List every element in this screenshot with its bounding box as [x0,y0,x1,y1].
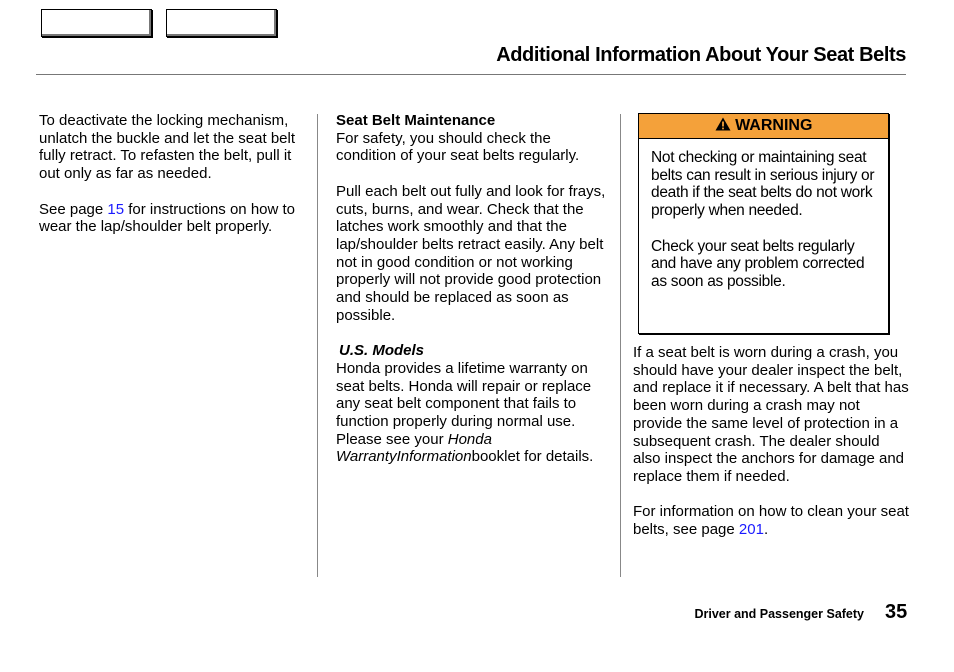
column-divider-1 [317,114,318,577]
column-1 [39,112,303,236]
warning-label: WARNING [735,117,813,134]
maintenance-intro-paragraph: For safety, you should check the condition of your seat belts regularly. [336,129,580,165]
warning-header [639,114,888,139]
warning-triangle-icon [715,117,731,131]
header-rule [36,74,906,75]
column-3 [633,344,909,539]
page-title: Additional Information About Your Seat Belts [496,44,906,66]
warning-box [638,113,889,334]
page-15-link[interactable]: 15 [107,200,125,218]
maintenance-heading: Seat Belt Maintenance [336,112,496,129]
crash-inspection-paragraph: If a seat belt is worn during a crash, you should have your dealer inspect the belt, and replace it if necessary. A belt that has been worn during a crash may not provide the same level of protection in a subsequent crash. The dealer should also inspect the anchors for damage and replace them if needed. [633,344,909,485]
warranty-paragraph: Honda provides a lifetime warranty on seat belts. Honda will repair or replace any seat belt component that fails to function properly during normal use. Please see your Honda WarrantyInformationbooklet for details. [336,359,594,466]
column-2 [336,112,614,466]
warranty-booklet-title: Honda WarrantyInformation [336,430,492,466]
inspection-paragraph: Pull each belt out fully and look for frays, cuts, burns, and wear. Check that the latches work smoothly and that the lap/shoulder belts retract easily. Any belt not in good condition or not working properly will not provide good protection and should be replaced as soon as possible. [336,182,606,324]
next-page-button[interactable] [166,9,277,37]
us-models-heading: U.S. Models [339,342,425,360]
column-divider-2 [620,114,621,577]
previous-page-button[interactable] [41,9,152,37]
page-number: 35 [885,601,908,623]
warning-body [639,139,888,291]
warning-paragraph-2: Check your seat belts regularly and have any problem corrected as soon as possible. [651,237,865,290]
see-page-paragraph: See page 15 for instructions on how to wear the lap/shoulder belt properly. [39,200,296,236]
footer-section-label: Driver and Passenger Safety [694,607,864,621]
cleaning-paragraph: For information on how to clean your seat belts, see page 201. [633,503,909,539]
locking-mechanism-paragraph: To deactivate the locking mechanism, unlatch the buckle and let the seat belt fully retract. To refasten the belt, pull it out only as far as needed. [39,112,296,183]
page-201-link[interactable]: 201 [738,521,764,539]
warning-paragraph-1: Not checking or maintaining seat belts can result in serious injury or death if the seat belts do not work properly when needed. [651,149,875,220]
